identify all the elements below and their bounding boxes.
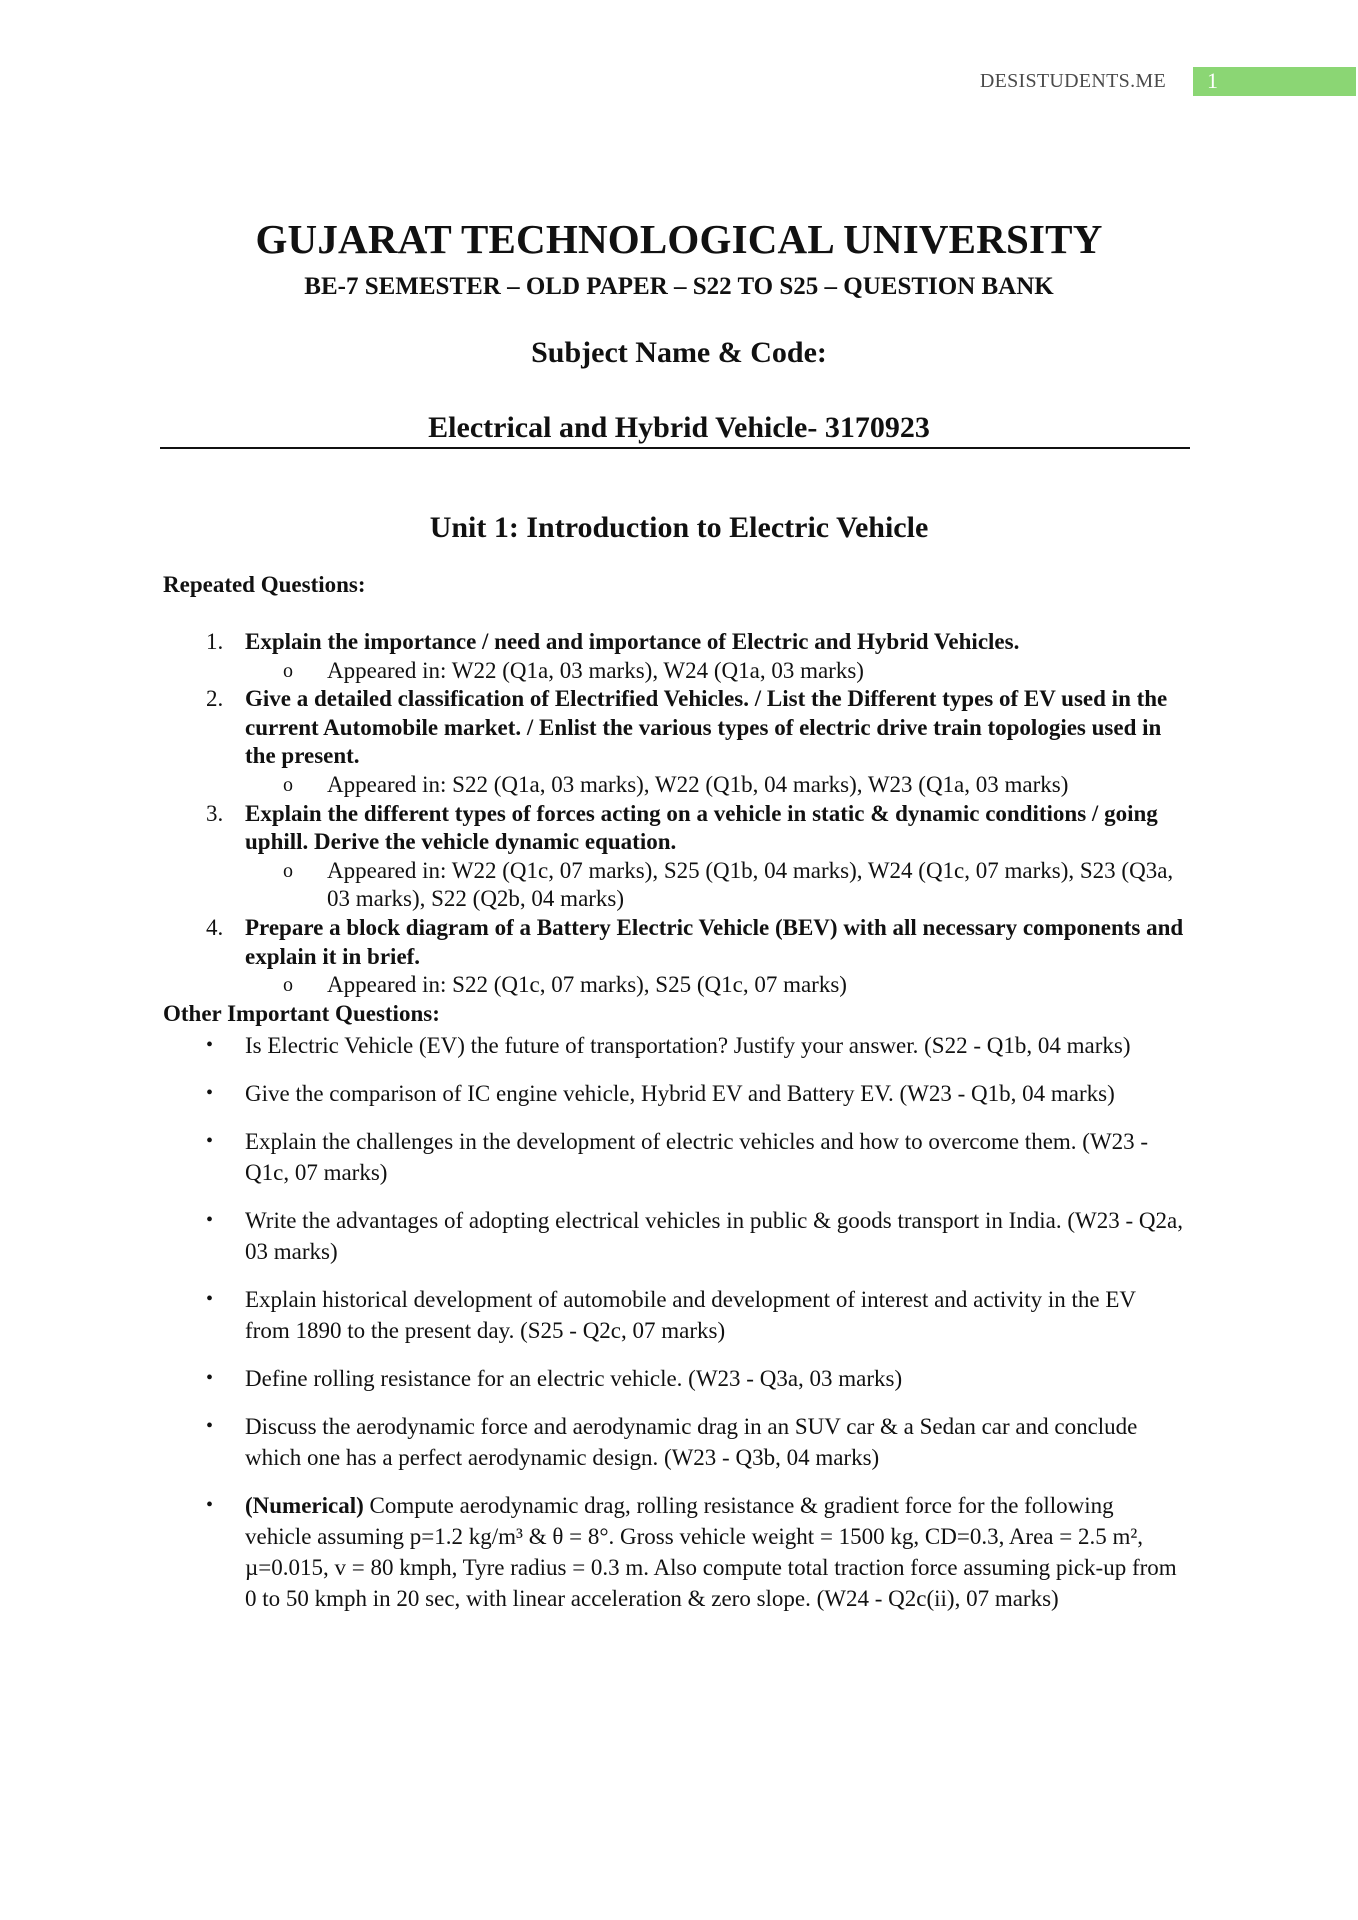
other-question: [0, 1078, 1185, 1109]
other-questions-list: [0, 1030, 1358, 1631]
question-text: Give the comparison of IC engine vehicle, Hybrid EV and Battery EV. (W23 - Q1b, 04 marks): [245, 1081, 1115, 1106]
site-name: DESISTUDENTS.ME: [979, 70, 1166, 92]
question-number: 2.: [206, 686, 224, 712]
question-text: Explain the importance / need and importance of Electric and Hybrid Vehicles.: [245, 629, 1020, 654]
appeared-in: [245, 771, 1185, 800]
unit-title: Unit 1: Introduction to Electric Vehicle: [429, 511, 929, 544]
question-text: Discuss the aerodynamic force and aerodynamic drag in an SUV car & a Sedan car and conclude which one has a perfect aerodynamic design. (W23 - Q3b, 04 marks): [245, 1414, 1138, 1470]
other-question: [0, 1126, 1185, 1188]
question-text: Explain the different types of forces acting on a vehicle in static & dynamic conditions / going uphill. Derive the vehicle dynamic equation.: [245, 800, 1158, 855]
bullet-icon: •: [206, 1367, 214, 1389]
other-question: [0, 1030, 1185, 1061]
bullet-icon: •: [206, 1415, 214, 1437]
question-text: Explain the challenges in the development of electric vehicles and how to overcome them. (W23 - Q1c, 07 marks): [245, 1129, 1149, 1185]
other-question: [0, 1284, 1185, 1346]
university-title: GUJARAT TECHNOLOGICAL UNIVERSITY: [255, 216, 1103, 262]
question-number: 1.: [206, 629, 224, 654]
repeated-question: [0, 800, 1185, 914]
bullet-icon: •: [206, 1288, 214, 1310]
page-header: [0, 66, 1358, 98]
other-questions-heading: Other Important Questions:: [163, 1001, 440, 1026]
other-question: [0, 1411, 1185, 1473]
appeared-in-text: Appeared in: W22 (Q1a, 03 marks), W24 (Q1a, 03 marks): [327, 657, 864, 683]
question-text: Is Electric Vehicle (EV) the future of transportation? Justify your answer. (S22 - Q1b, 04 marks): [245, 1033, 1131, 1058]
question-text: Define rolling resistance for an electric vehicle. (W23 - Q3a, 03 marks): [245, 1366, 903, 1391]
bullet-icon: •: [206, 1494, 214, 1516]
repeated-questions-heading: Repeated Questions:: [163, 572, 366, 597]
appeared-in: [245, 857, 1185, 914]
other-question: [0, 1363, 1185, 1394]
repeated-question: [0, 685, 1185, 799]
page-number: 1: [1207, 68, 1218, 93]
circle-bullet-icon: o: [283, 659, 293, 682]
bullet-icon: •: [206, 1082, 214, 1104]
numerical-label: (Numerical): [245, 1493, 364, 1518]
other-question: [0, 1205, 1185, 1267]
page-number-badge: [1193, 67, 1356, 96]
subject-name: Electrical and Hybrid Vehicle- 3170923: [428, 411, 930, 444]
subject-label: Subject Name & Code:: [531, 336, 827, 369]
bullet-icon: •: [206, 1209, 214, 1231]
repeated-questions-list: [0, 628, 1358, 1000]
appeared-in: [245, 657, 1185, 686]
other-question: [0, 1490, 1185, 1614]
circle-bullet-icon: o: [283, 859, 293, 882]
divider: [160, 447, 1190, 449]
bullet-icon: •: [206, 1034, 214, 1056]
circle-bullet-icon: o: [283, 974, 293, 997]
appeared-in: [245, 971, 1185, 1000]
question-text: Compute aerodynamic drag, rolling resistance & gradient force for the following vehicle assuming p=1.2 kg/m³ & θ = 8°. Gross vehicle weight = 1500 kg, CD=0.3, Area = 2.5 m², µ=0.015, v = 80 kmph, Tyre radius = 0.3 m. Also compute total traction force assuming pick-up from 0 to 50 kmph in 20 sec, with linear acceleration & zero slope. (W24 - Q2c(ii), 07 marks): [245, 1493, 1177, 1611]
question-text: Give a detailed classification of Electrified Vehicles. / List the Different types of EV used in the current Automobile market. / Enlist the various types of electric drive train topologies used in the present.: [245, 686, 1168, 769]
appeared-in-text: Appeared in: S22 (Q1c, 07 marks), S25 (Q1c, 07 marks): [327, 972, 847, 998]
question-number: 4.: [206, 914, 224, 940]
document-subtitle: BE-7 SEMESTER – OLD PAPER – S22 TO S25 – QUESTION BANK: [304, 273, 1054, 300]
appeared-in-text: Appeared in: W22 (Q1c, 07 marks), S25 (Q1b, 04 marks), W24 (Q1c, 07 marks), S23 (Q3a, 03 marks), S22 (Q2b, 04 marks): [327, 857, 1174, 912]
circle-bullet-icon: o: [283, 773, 293, 796]
repeated-question: [0, 914, 1185, 1000]
question-text: Write the advantages of adopting electrical vehicles in public & goods transport in India. (W23 - Q2a, 03 marks): [245, 1208, 1183, 1264]
bullet-icon: •: [206, 1130, 214, 1152]
question-number: 3.: [206, 800, 224, 826]
repeated-question: [0, 628, 1185, 685]
appeared-in-text: Appeared in: S22 (Q1a, 03 marks), W22 (Q1b, 04 marks), W23 (Q1a, 03 marks): [327, 771, 1069, 797]
question-text: Explain historical development of automobile and development of interest and activity in the EV from 1890 to the present day. (S25 - Q2c, 07 marks): [245, 1287, 1136, 1343]
question-text: Prepare a block diagram of a Battery Electric Vehicle (BEV) with all necessary components and explain it in brief.: [245, 914, 1184, 969]
